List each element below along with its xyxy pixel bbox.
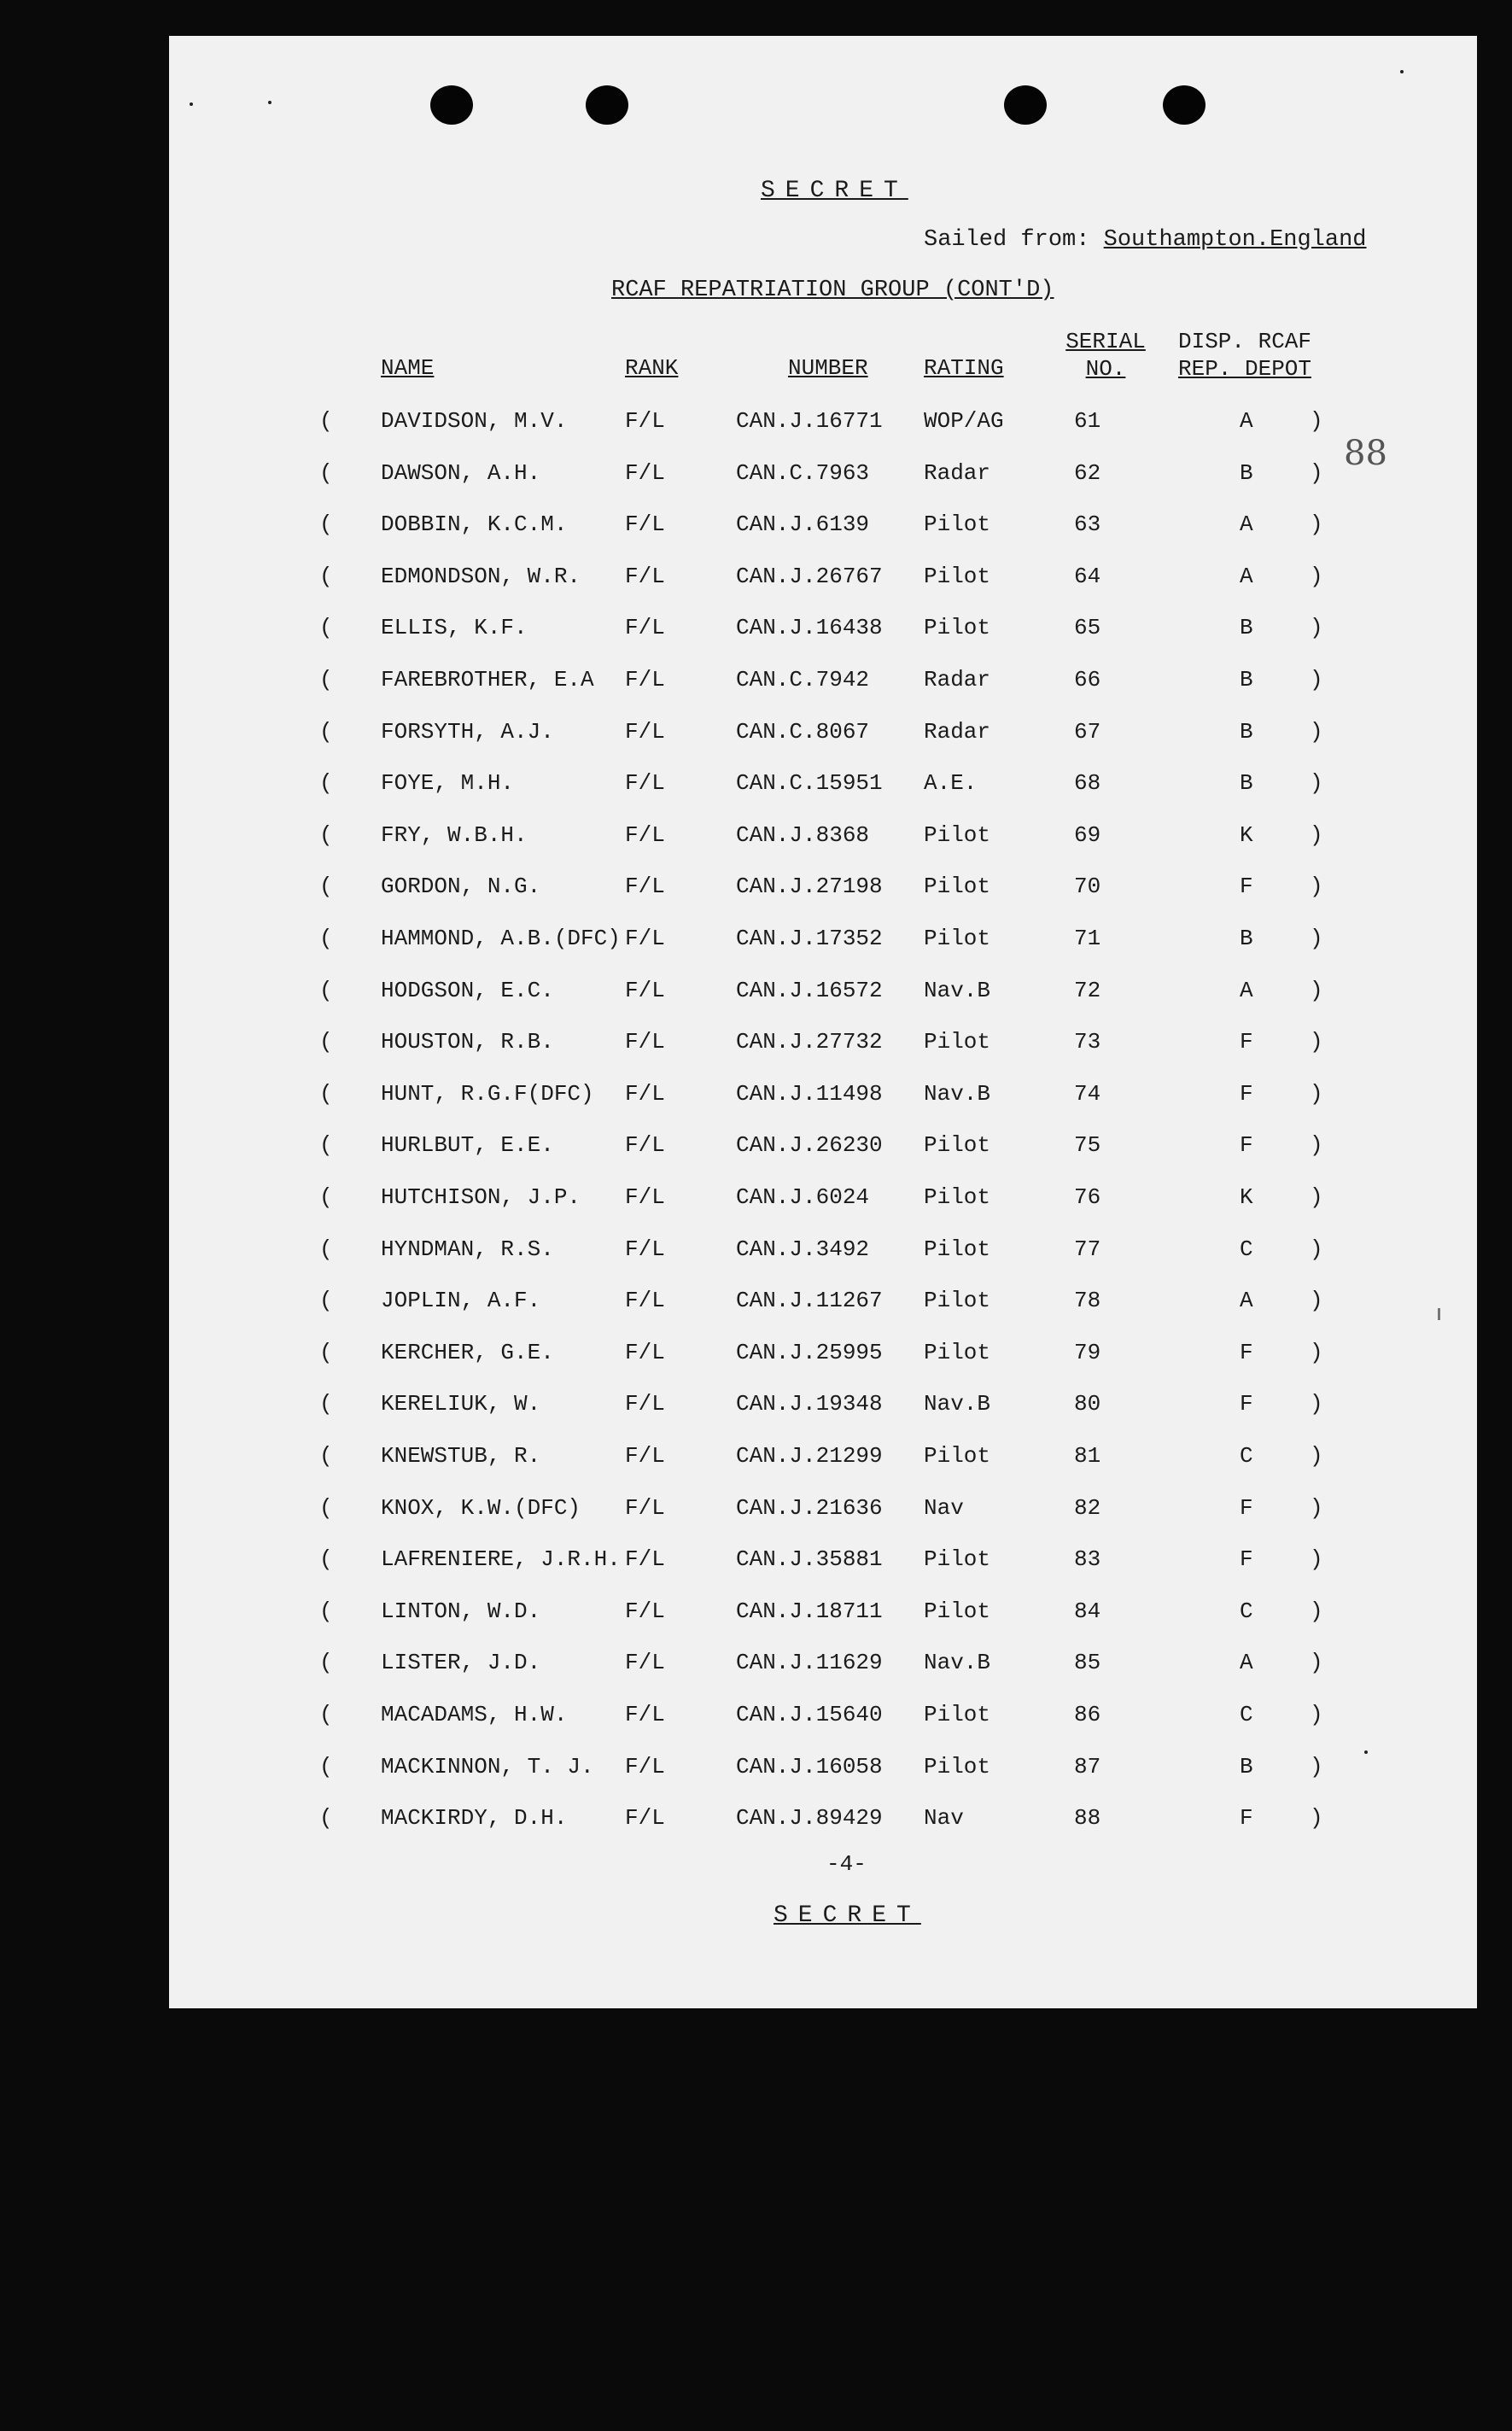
cell-depot: C (1240, 1598, 1253, 1624)
cell-serial: 74 (1074, 1081, 1101, 1107)
cell-rating: Nav (924, 1805, 964, 1831)
sailed-from (924, 227, 1367, 253)
bracket-open: ( (319, 1288, 333, 1313)
bracket-open: ( (319, 1340, 333, 1365)
group-title: RCAF REPATRIATION GROUP (CONT'D) (611, 278, 1054, 303)
cell-serial: 79 (1074, 1340, 1101, 1365)
bracket-close: ) (1310, 1081, 1323, 1107)
cell-name: FOYE, M.H. (381, 770, 515, 796)
cell-number: CAN.J.11498 (736, 1081, 883, 1107)
cell-name: JOPLIN, A.F. (381, 1288, 541, 1313)
cell-rank: F/L (625, 1805, 665, 1831)
cell-number: CAN.J.16438 (736, 615, 883, 640)
cell-name: KERCHER, G.E. (381, 1340, 554, 1365)
punch-hole (586, 85, 628, 125)
cell-name: MACKIRDY, D.H. (381, 1805, 568, 1831)
cell-name: FAREBROTHER, E.A (381, 667, 594, 692)
cell-number: CAN.J.6024 (736, 1184, 870, 1210)
bracket-open: ( (319, 1236, 333, 1262)
cell-rank: F/L (625, 1132, 665, 1158)
cell-rating: Radar (924, 667, 991, 692)
bracket-close: ) (1310, 667, 1323, 692)
cell-rank: F/L (625, 719, 665, 745)
cell-rank: F/L (625, 615, 665, 640)
cell-rank: F/L (625, 564, 665, 589)
cell-serial: 86 (1074, 1702, 1101, 1727)
paper-speck (190, 102, 193, 106)
cell-rank: F/L (625, 926, 665, 951)
cell-number: CAN.J.16771 (736, 408, 883, 434)
bracket-close: ) (1310, 1546, 1323, 1572)
bracket-close: ) (1310, 1029, 1323, 1055)
table-row (169, 408, 1477, 442)
cell-depot: A (1240, 511, 1253, 537)
bracket-close: ) (1310, 1340, 1323, 1365)
cell-name: HUNT, R.G.F(DFC) (381, 1081, 594, 1107)
cell-rating: Pilot (924, 1184, 991, 1210)
bracket-close: ) (1310, 460, 1323, 486)
punch-hole (430, 85, 473, 125)
cell-number: CAN.J.3492 (736, 1236, 870, 1262)
cell-depot: A (1240, 1288, 1253, 1313)
punch-hole (1004, 85, 1047, 125)
page-number: -4- (826, 1851, 867, 1877)
bracket-close: ) (1310, 978, 1323, 1003)
cell-number: CAN.J.19348 (736, 1391, 883, 1417)
cell-rating: Pilot (924, 1340, 991, 1365)
cell-depot: F (1240, 874, 1253, 899)
table-row (169, 564, 1477, 598)
cell-rating: Pilot (924, 564, 991, 589)
cell-number: CAN.J.21299 (736, 1443, 883, 1469)
column-header-rating: RATING (924, 355, 1004, 381)
cell-rank: F/L (625, 1029, 665, 1055)
cell-serial: 83 (1074, 1546, 1101, 1572)
bracket-close: ) (1310, 1184, 1323, 1210)
bracket-open: ( (319, 408, 333, 434)
cell-rank: F/L (625, 1702, 665, 1727)
cell-name: HURLBUT, E.E. (381, 1132, 554, 1158)
table-row (169, 770, 1477, 804)
cell-rating: Pilot (924, 1132, 991, 1158)
cell-name: LINTON, W.D. (381, 1598, 541, 1624)
table-row (169, 460, 1477, 494)
cell-rating: Pilot (924, 511, 991, 537)
bracket-open: ( (319, 615, 333, 640)
column-header-name: NAME (381, 355, 435, 381)
bracket-open: ( (319, 1443, 333, 1469)
serial-header-line1: SERIAL (1065, 329, 1146, 354)
cell-number: CAN.C.7942 (736, 667, 870, 692)
table-row (169, 1236, 1477, 1271)
table-row (169, 615, 1477, 649)
bracket-open: ( (319, 511, 333, 537)
cell-depot: A (1240, 1650, 1253, 1675)
cell-serial: 69 (1074, 822, 1101, 848)
cell-rank: F/L (625, 770, 665, 796)
cell-name: FRY, W.B.H. (381, 822, 528, 848)
bracket-open: ( (319, 770, 333, 796)
bracket-close: ) (1310, 1598, 1323, 1624)
bracket-open: ( (319, 1081, 333, 1107)
punch-hole (1163, 85, 1206, 125)
cell-depot: F (1240, 1495, 1253, 1521)
cell-depot: F (1240, 1081, 1253, 1107)
cell-serial: 61 (1074, 408, 1101, 434)
cell-rating: Pilot (924, 926, 991, 951)
cell-number: CAN.J.26767 (736, 564, 883, 589)
bracket-open: ( (319, 1132, 333, 1158)
cell-rating: WOP/AG (924, 408, 1004, 434)
cell-number: CAN.J.17352 (736, 926, 883, 951)
table-row (169, 874, 1477, 908)
cell-serial: 68 (1074, 770, 1101, 796)
cell-number: CAN.J.26230 (736, 1132, 883, 1158)
cell-serial: 70 (1074, 874, 1101, 899)
cell-serial: 80 (1074, 1391, 1101, 1417)
table-row (169, 1288, 1477, 1322)
cell-name: DAVIDSON, M.V. (381, 408, 568, 434)
cell-serial: 81 (1074, 1443, 1101, 1469)
cell-depot: C (1240, 1443, 1253, 1469)
cell-rank: F/L (625, 1443, 665, 1469)
cell-number: CAN.J.18711 (736, 1598, 883, 1624)
bracket-open: ( (319, 1184, 333, 1210)
cell-serial: 78 (1074, 1288, 1101, 1313)
cell-number: CAN.J.25995 (736, 1340, 883, 1365)
bracket-close: ) (1310, 1702, 1323, 1727)
column-header-rank: RANK (625, 355, 679, 381)
cell-name: GORDON, N.G. (381, 874, 541, 899)
cell-serial: 66 (1074, 667, 1101, 692)
cell-depot: B (1240, 770, 1253, 796)
bracket-close: ) (1310, 822, 1323, 848)
table-row (169, 1650, 1477, 1684)
cell-number: CAN.J.6139 (736, 511, 870, 537)
bracket-open: ( (319, 460, 333, 486)
cell-depot: K (1240, 1184, 1253, 1210)
cell-rank: F/L (625, 1184, 665, 1210)
bracket-close: ) (1310, 719, 1323, 745)
cell-serial: 75 (1074, 1132, 1101, 1158)
bracket-open: ( (319, 874, 333, 899)
cell-rank: F/L (625, 1288, 665, 1313)
cell-depot: K (1240, 822, 1253, 848)
cell-serial: 72 (1074, 978, 1101, 1003)
paper-speck (268, 101, 271, 104)
cell-number: CAN.C.15951 (736, 770, 883, 796)
cell-depot: A (1240, 978, 1253, 1003)
cell-rating: Pilot (924, 1288, 991, 1313)
table-row (169, 511, 1477, 546)
cell-rank: F/L (625, 408, 665, 434)
cell-name: HUTCHISON, J.P. (381, 1184, 581, 1210)
cell-name: HODGSON, E.C. (381, 978, 554, 1003)
table-row (169, 1081, 1477, 1115)
bracket-open: ( (319, 1391, 333, 1417)
bracket-open: ( (319, 978, 333, 1003)
cell-name: HYNDMAN, R.S. (381, 1236, 554, 1262)
cell-number: CAN.J.21636 (736, 1495, 883, 1521)
cell-rank: F/L (625, 1598, 665, 1624)
table-row (169, 978, 1477, 1012)
cell-rank: F/L (625, 1236, 665, 1262)
cell-serial: 85 (1074, 1650, 1101, 1675)
cell-name: FORSYTH, A.J. (381, 719, 554, 745)
cell-rating: Pilot (924, 1754, 991, 1779)
cell-serial: 62 (1074, 460, 1101, 486)
cell-rating: Pilot (924, 1598, 991, 1624)
cell-rank: F/L (625, 1495, 665, 1521)
table-row (169, 1443, 1477, 1477)
depot-header-line1: DISP. RCAF (1177, 329, 1312, 354)
cell-number: CAN.C.7963 (736, 460, 870, 486)
table-row (169, 1495, 1477, 1529)
cell-depot: F (1240, 1132, 1253, 1158)
bracket-close: ) (1310, 1391, 1323, 1417)
bracket-open: ( (319, 926, 333, 951)
cell-name: EDMONDSON, W.R. (381, 564, 581, 589)
cell-depot: F (1240, 1391, 1253, 1417)
cell-name: MACKINNON, T. J. (381, 1754, 594, 1779)
table-row (169, 1132, 1477, 1166)
bracket-close: ) (1310, 1443, 1323, 1469)
cell-depot: B (1240, 667, 1253, 692)
depot-header-line2: REP. DEPOT (1177, 356, 1312, 382)
cell-rating: Nav.B (924, 1650, 991, 1675)
cell-rating: Pilot (924, 1029, 991, 1055)
cell-rank: F/L (625, 1081, 665, 1107)
classification-bottom: SECRET (774, 1902, 921, 1929)
bracket-close: ) (1310, 874, 1323, 899)
cell-name: LISTER, J.D. (381, 1650, 541, 1675)
cell-depot: F (1240, 1805, 1253, 1831)
table-row (169, 926, 1477, 960)
table-row (169, 1702, 1477, 1736)
cell-serial: 77 (1074, 1236, 1101, 1262)
cell-number: CAN.J.15640 (736, 1702, 883, 1727)
cell-rank: F/L (625, 460, 665, 486)
bracket-open: ( (319, 822, 333, 848)
cell-rating: Nav.B (924, 1391, 991, 1417)
bracket-open: ( (319, 1702, 333, 1727)
bracket-close: ) (1310, 1754, 1323, 1779)
sailed-from-port: Southampton.England (1103, 227, 1367, 253)
cell-name: MACADAMS, H.W. (381, 1702, 568, 1727)
bracket-open: ( (319, 1495, 333, 1521)
cell-rating: A.E. (924, 770, 978, 796)
cell-serial: 65 (1074, 615, 1101, 640)
document-page (169, 36, 1477, 2008)
cell-number: CAN.J.27732 (736, 1029, 883, 1055)
column-header-number: NUMBER (788, 355, 868, 381)
bracket-close: ) (1310, 1650, 1323, 1675)
cell-name: DOBBIN, K.C.M. (381, 511, 568, 537)
margin-note: 88 (1344, 434, 1387, 473)
cell-depot: B (1240, 1754, 1253, 1779)
cell-serial: 82 (1074, 1495, 1101, 1521)
table-row (169, 1754, 1477, 1788)
cell-name: KNEWSTUB, R. (381, 1443, 541, 1469)
table-row (169, 822, 1477, 856)
cell-depot: C (1240, 1236, 1253, 1262)
bracket-close: ) (1310, 1805, 1323, 1831)
cell-rank: F/L (625, 1340, 665, 1365)
cell-depot: B (1240, 460, 1253, 486)
cell-rank: F/L (625, 511, 665, 537)
cell-rating: Radar (924, 460, 991, 486)
bracket-close: ) (1310, 1288, 1323, 1313)
cell-depot: F (1240, 1340, 1253, 1365)
cell-rating: Pilot (924, 1236, 991, 1262)
cell-depot: B (1240, 926, 1253, 951)
paper-speck (1400, 70, 1404, 73)
table-row (169, 1546, 1477, 1581)
cell-number: CAN.J.16572 (736, 978, 883, 1003)
cell-rating: Nav (924, 1495, 964, 1521)
cell-depot: A (1240, 408, 1253, 434)
bracket-close: ) (1310, 926, 1323, 951)
bracket-open: ( (319, 1754, 333, 1779)
cell-number: CAN.J.16058 (736, 1754, 883, 1779)
cell-serial: 84 (1074, 1598, 1101, 1624)
cell-depot: A (1240, 564, 1253, 589)
bracket-close: ) (1310, 1236, 1323, 1262)
cell-rating: Pilot (924, 822, 991, 848)
bracket-close: ) (1310, 770, 1323, 796)
cell-name: HOUSTON, R.B. (381, 1029, 554, 1055)
bracket-open: ( (319, 1598, 333, 1624)
cell-depot: C (1240, 1702, 1253, 1727)
table-row (169, 1391, 1477, 1425)
cell-name: HAMMOND, A.B.(DFC) (381, 926, 621, 951)
bracket-open: ( (319, 1805, 333, 1831)
table-row (169, 667, 1477, 701)
bracket-close: ) (1310, 1132, 1323, 1158)
column-header-depot (1170, 328, 1320, 383)
cell-depot: F (1240, 1546, 1253, 1572)
cell-name: ELLIS, K.F. (381, 615, 528, 640)
cell-number: CAN.C.8067 (736, 719, 870, 745)
bracket-close: ) (1310, 408, 1323, 434)
table-row (169, 1029, 1477, 1063)
table-row (169, 1598, 1477, 1633)
cell-rank: F/L (625, 822, 665, 848)
cell-name: LAFRENIERE, J.R.H. (381, 1546, 621, 1572)
bracket-open: ( (319, 719, 333, 745)
cell-rating: Nav.B (924, 1081, 991, 1107)
cell-serial: 63 (1074, 511, 1101, 537)
bracket-open: ( (319, 1650, 333, 1675)
bracket-close: ) (1310, 1495, 1323, 1521)
cell-rating: Pilot (924, 874, 991, 899)
cell-rating: Pilot (924, 615, 991, 640)
cell-serial: 88 (1074, 1805, 1101, 1831)
cell-number: CAN.J.27198 (736, 874, 883, 899)
cell-rank: F/L (625, 1546, 665, 1572)
bracket-open: ( (319, 1546, 333, 1572)
cell-name: KERELIUK, W. (381, 1391, 541, 1417)
table-row (169, 1184, 1477, 1218)
bracket-close: ) (1310, 511, 1323, 537)
bracket-close: ) (1310, 615, 1323, 640)
cell-number: CAN.J.89429 (736, 1805, 883, 1831)
cell-serial: 76 (1074, 1184, 1101, 1210)
cell-number: CAN.J.11629 (736, 1650, 883, 1675)
cell-serial: 64 (1074, 564, 1101, 589)
cell-number: CAN.J.8368 (736, 822, 870, 848)
cell-rating: Nav.B (924, 978, 991, 1003)
cell-serial: 67 (1074, 719, 1101, 745)
cell-rating: Radar (924, 719, 991, 745)
column-header-serial (1059, 328, 1153, 383)
cell-name: DAWSON, A.H. (381, 460, 541, 486)
cell-rank: F/L (625, 978, 665, 1003)
classification-top: SECRET (761, 178, 908, 204)
cell-rating: Pilot (924, 1546, 991, 1572)
bracket-close: ) (1310, 564, 1323, 589)
bracket-open: ( (319, 564, 333, 589)
table-row (169, 1805, 1477, 1839)
cell-depot: B (1240, 719, 1253, 745)
cell-rank: F/L (625, 1391, 665, 1417)
cell-serial: 87 (1074, 1754, 1101, 1779)
cell-rank: F/L (625, 667, 665, 692)
cell-number: CAN.J.11267 (736, 1288, 883, 1313)
cell-number: CAN.J.35881 (736, 1546, 883, 1572)
bracket-open: ( (319, 1029, 333, 1055)
serial-header-line2: NO. (1085, 356, 1126, 382)
cell-depot: B (1240, 615, 1253, 640)
sailed-from-label: Sailed from: (924, 227, 1090, 253)
table-row (169, 719, 1477, 753)
cell-rank: F/L (625, 1650, 665, 1675)
cell-rank: F/L (625, 1754, 665, 1779)
cell-depot: F (1240, 1029, 1253, 1055)
cell-name: KNOX, K.W.(DFC) (381, 1495, 581, 1521)
table-row (169, 1340, 1477, 1374)
bracket-open: ( (319, 667, 333, 692)
cell-serial: 73 (1074, 1029, 1101, 1055)
cell-rank: F/L (625, 874, 665, 899)
cell-rating: Pilot (924, 1443, 991, 1469)
cell-rating: Pilot (924, 1702, 991, 1727)
cell-serial: 71 (1074, 926, 1101, 951)
